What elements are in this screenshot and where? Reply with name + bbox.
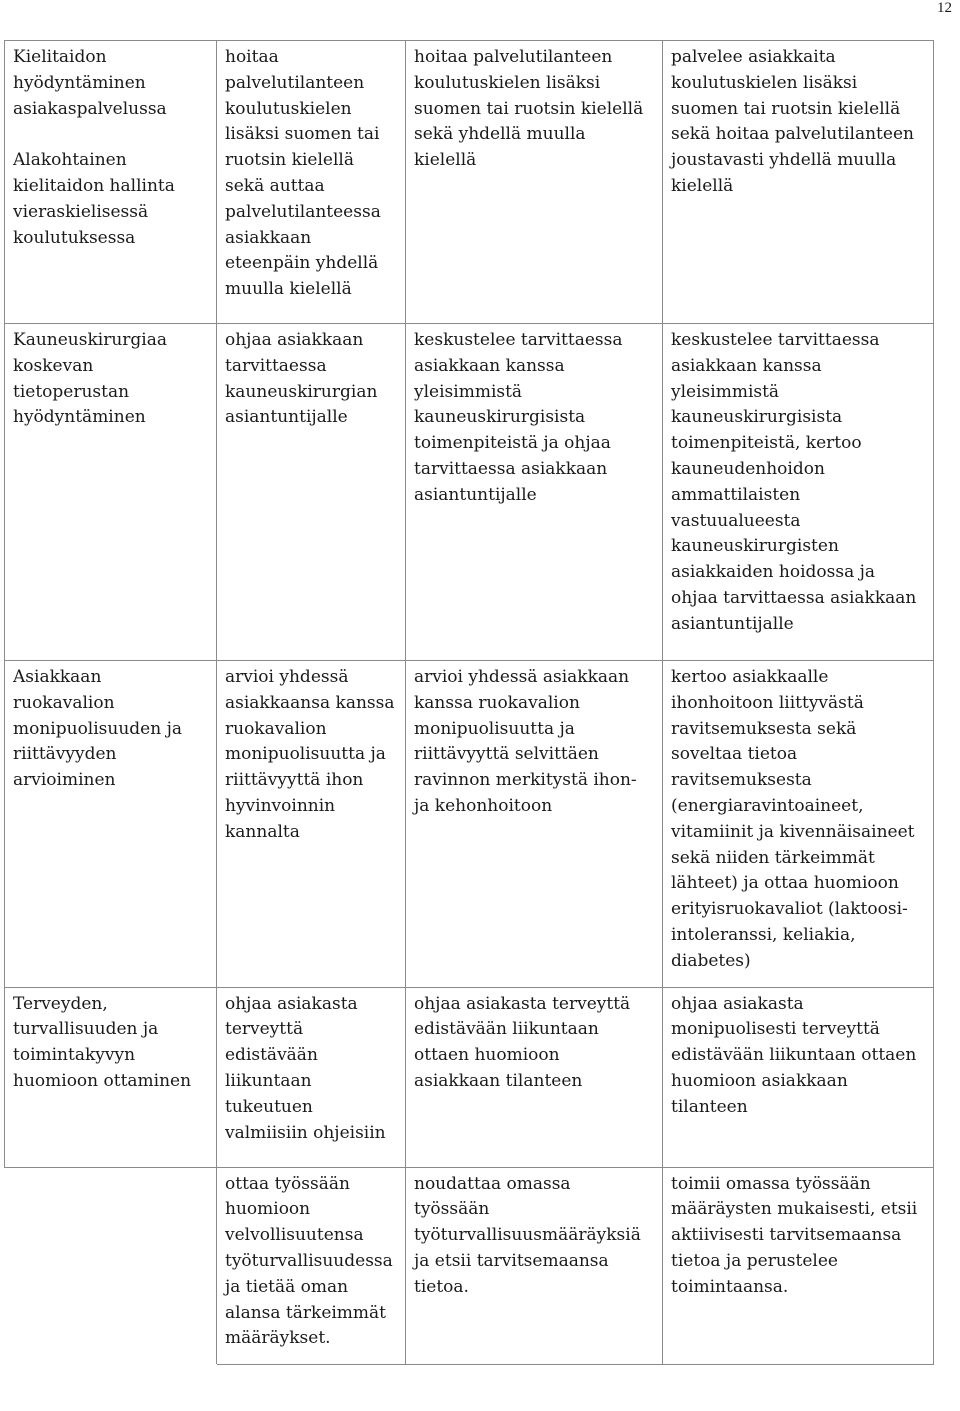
- table-row: [5, 987, 934, 1167]
- table-row: [5, 41, 934, 324]
- level1-text: hoitaa palvelutilanteen koulutuskielen lisäksi suomen tai ruotsin kielellä sekä auttaa palvelutilanteessa asiakkaan eteenpäin yhdellä muulla kielellä: [225, 47, 381, 300]
- level3-cell: [663, 324, 934, 661]
- criterion-cell: [5, 987, 217, 1167]
- assessment-criteria-table: [4, 40, 934, 1365]
- level2-text: arvioi yhdessä asiakkaan kanssa ruokavalion monipuolisuutta ja riittävyyttä selvittäen ravinnon merkitystä ihon- ja kehonhoitoon: [414, 667, 637, 816]
- level2-text: keskustelee tarvittaessa asiakkaan kanssa yleisimmistä kauneuskirurgisista toimenpiteistä ja ohjaa tarvittaessa asiakkaan asiantuntijalle: [414, 330, 623, 505]
- level1-cell: [217, 1167, 406, 1365]
- level2-text: noudattaa omassa työssään työturvallisuusmääräyksiä ja etsii tarvitsemaansa tietoa.: [414, 1173, 641, 1297]
- level3-cell: [663, 1167, 934, 1365]
- criterion-cell: [5, 41, 217, 324]
- level1-text: ohjaa asiakkaan tarvittaessa kauneuskirurgian asiantuntijalle: [225, 330, 378, 428]
- level1-text: arvioi yhdessä asiakkaansa kanssa ruokavalion monipuolisuutta ja riittävyyttä ihon hyvinvoinnin kannalta: [225, 667, 395, 842]
- level2-text: ohjaa asiakasta terveyttä edistävään liikuntaan ottaen huomioon asiakkaan tilanteen: [414, 993, 631, 1091]
- level3-text: kertoo asiakkaalle ihonhoitoon liittyvästä ravitsemuksesta sekä soveltaa tietoa ravitsemuksesta (energiaravintoaineet, vitamiinit ja kivennäisaineet sekä niiden tärkeimmät lähteet) ja ottaa huomioon erityisruokavaliot (laktoosi- intoleranssi, keliakia, diabetes): [671, 667, 915, 971]
- criterion-cell: [5, 661, 217, 988]
- criterion-text: Asiakkaan ruokavalion monipuolisuuden ja riittävyyden arvioiminen: [13, 667, 183, 791]
- level2-cell: [406, 324, 663, 661]
- level3-text: keskustelee tarvittaessa asiakkaan kanssa yleisimmistä kauneuskirurgisista toimenpiteistä, kertoo kauneudenhoidon ammattilaisten vastuualueesta kauneuskirurgisten asiakkaiden hoidossa ja ohjaa tarvittaessa asiakkaan asiantuntijalle: [671, 330, 917, 634]
- criterion-cell-empty: [5, 1167, 217, 1365]
- criterion-cell: [5, 324, 217, 661]
- level1-cell: [217, 661, 406, 988]
- level1-cell: [217, 41, 406, 324]
- level3-cell: [663, 661, 934, 988]
- level3-text: ohjaa asiakasta monipuolisesti terveyttä edistävään liikuntaan ottaen huomioon asiakkaan tilanteen: [671, 993, 917, 1117]
- level1-cell: [217, 324, 406, 661]
- table-row: [5, 661, 934, 988]
- page-number: 12: [937, 0, 952, 16]
- level1-text: ottaa työssään huomioon velvollisuutensa työturvallisuudessa ja tietää oman alansa tärkeimmät määräykset.: [225, 1173, 393, 1349]
- level1-cell: [217, 987, 406, 1167]
- level3-cell: [663, 41, 934, 324]
- level3-text: palvelee asiakkaita koulutuskielen lisäksi suomen tai ruotsin kielellä sekä hoitaa palvelutilanteen joustavasti yhdellä muulla kielellä: [671, 47, 914, 196]
- criterion-text: Terveyden, turvallisuuden ja toimintakyvyn huomioon ottaminen: [13, 993, 192, 1091]
- table-row: [5, 1167, 934, 1365]
- criterion-text: Kielitaidon hyödyntäminen asiakaspalvelussa Alakohtainen kielitaidon hallinta vieraskielisessä koulutuksessa: [13, 47, 175, 248]
- level2-cell: [406, 41, 663, 324]
- level1-text: ohjaa asiakasta terveyttä edistävään liikuntaan tukeutuen valmiisiin ohjeisiin: [225, 993, 386, 1143]
- level2-cell: [406, 987, 663, 1167]
- criterion-text: Kauneuskirurgiaa koskevan tietoperustan hyödyntäminen: [13, 330, 167, 428]
- level3-cell: [663, 987, 934, 1167]
- table-row: [5, 324, 934, 661]
- level2-text: hoitaa palvelutilanteen koulutuskielen lisäksi suomen tai ruotsin kielellä sekä yhdellä muulla kielellä: [414, 47, 644, 171]
- level2-cell: [406, 1167, 663, 1365]
- level2-cell: [406, 661, 663, 988]
- level3-text: toimii omassa työssään määräysten mukaisesti, etsii aktiivisesti tarvitsemaansa tietoa ja perustelee toimintaansa.: [671, 1173, 918, 1297]
